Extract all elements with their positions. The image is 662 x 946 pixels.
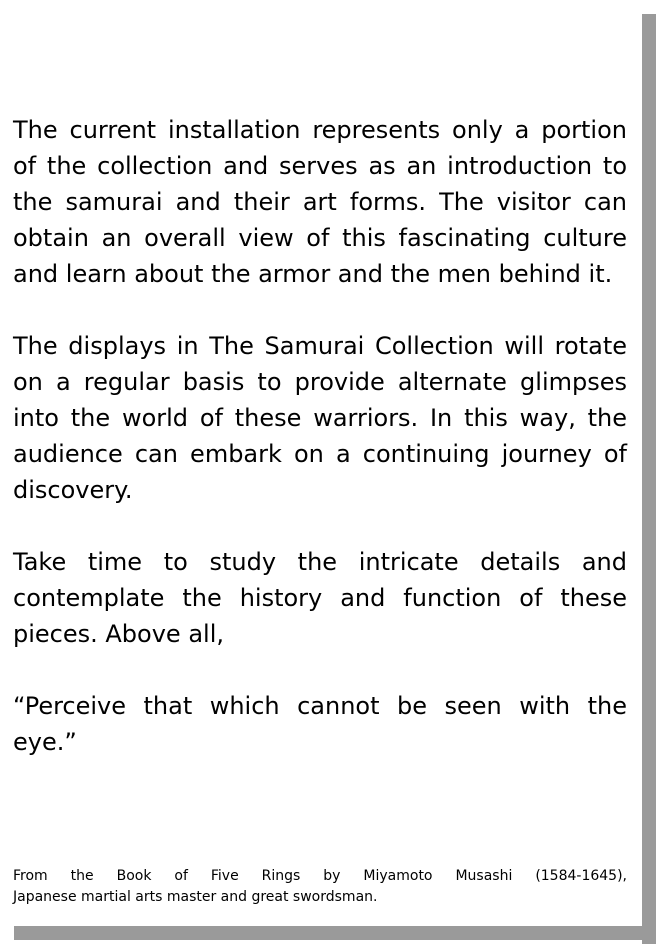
citation-line-2: Japanese martial arts master and great swordsman. bbox=[13, 889, 378, 905]
body-text bbox=[13, 112, 627, 760]
drop-shadow-right bbox=[642, 14, 656, 944]
citation bbox=[13, 866, 627, 908]
paragraph-rotation: The displays in The Samurai Collection will rotate on a regular basis to provide alternate glimpses into the world of these warriors. In this way, the audience can embark on a continuing journey of discovery. bbox=[13, 332, 627, 504]
quote: “Perceive that which cannot be seen with the eye.” bbox=[13, 692, 627, 756]
citation-line-1: From the Book of Five Rings by Miyamoto Musashi (1584-1645), bbox=[13, 868, 627, 884]
drop-shadow-bottom bbox=[14, 926, 656, 940]
paragraph-intro: The current installation represents only a portion of the collection and serves as an introduction to the samurai and their art forms. The visitor can obtain an overall view of this fascinating culture and learn about the armor and the men behind it. bbox=[13, 116, 627, 288]
paragraph-study: Take time to study the intricate details and contemplate the history and function of these pieces. Above all, bbox=[13, 548, 627, 648]
